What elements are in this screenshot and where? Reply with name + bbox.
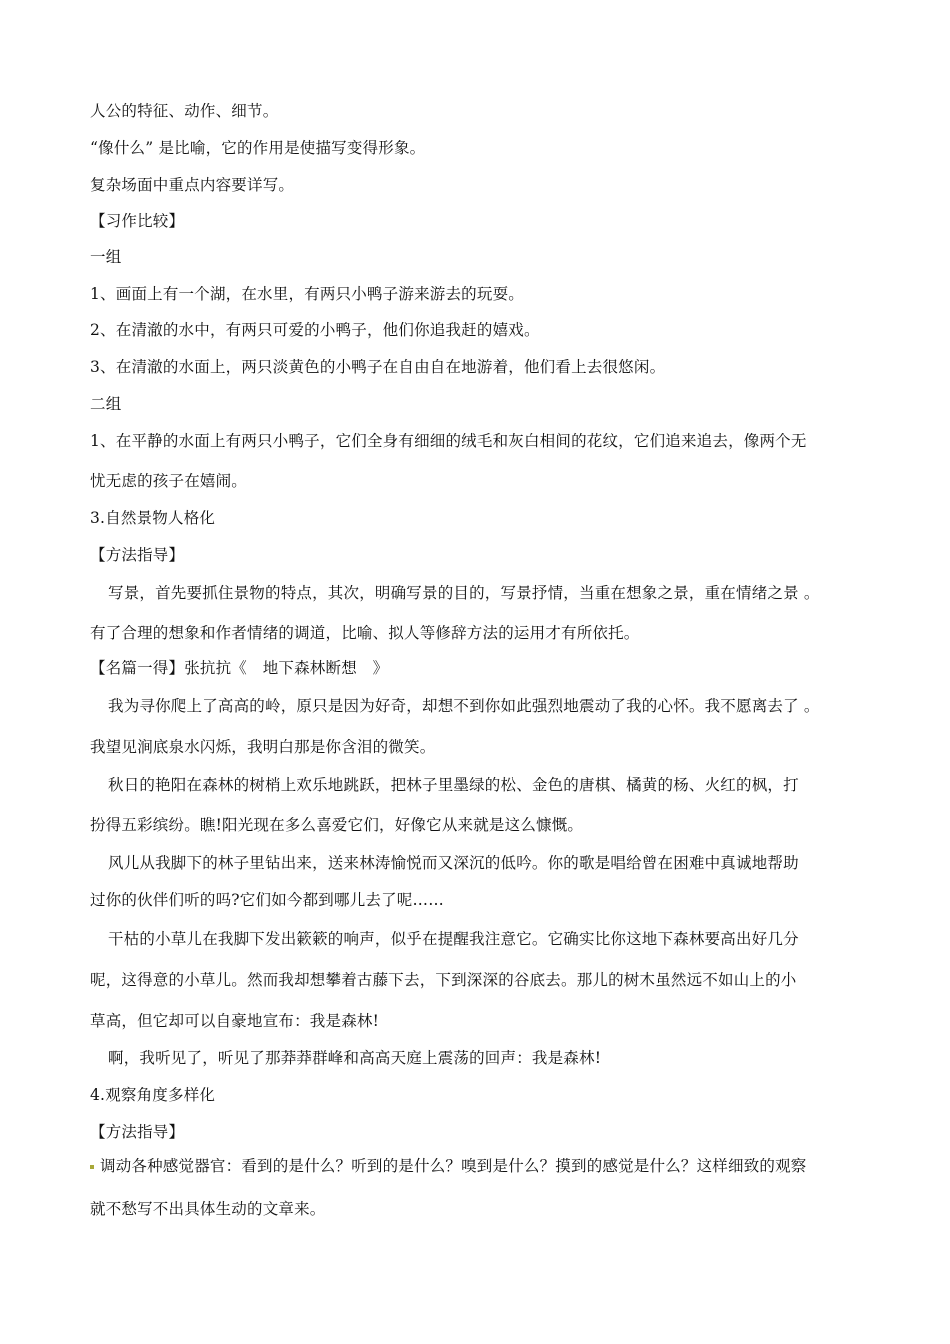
paragraph-line: 过你的伙伴们听的吗?它们如今都到哪儿去了呢……	[90, 891, 444, 909]
section-heading: 【方法指导】	[90, 1123, 185, 1141]
paragraph-line: 风儿从我脚下的林子里钻出来，送来林涛愉悦而又深沉的低吟。你的歌是唱给曾在困难中真诚地帮助	[108, 854, 799, 872]
paragraph-line: 写景，首先要抓住景物的特点，其次，明确写景的目的，写景抒情，当重在想象之景，重在情绪之景 。	[108, 584, 820, 602]
paragraph-line: 就不愁写不出具体生动的文章来。	[90, 1200, 326, 1218]
text-line: 复杂场面中重点内容要详写。	[90, 176, 295, 194]
group-label: 一组	[90, 248, 122, 266]
section-heading: 【方法指导】	[90, 546, 185, 564]
bullet-mark-icon	[90, 1165, 94, 1169]
text-line: “像什么” 是比喻，它的作用是使描写变得形象。	[90, 139, 426, 157]
paragraph-line: 扮得五彩缤纷。瞧!阳光现在多么喜爱它们，好像它从来就是这么慷慨。	[90, 816, 584, 834]
paragraph-line: 呢，这得意的小草儿。然而我却想攀着古藤下去，下到深深的谷底去。那儿的树木虽然远不如山上的小	[90, 971, 797, 989]
text-line: 1、画面上有一个湖，在水里，有两只小鸭子游来游去的玩耍。	[90, 285, 524, 303]
paragraph-line: 秋日的艳阳在森林的树梢上欢乐地跳跃，把林子里墨绿的松、金色的唐棋、橘黄的杨、火红的枫，打	[108, 776, 799, 794]
section-heading: 【习作比较】	[90, 212, 185, 230]
section-heading: 4.观察角度多样化	[90, 1086, 216, 1104]
text-line: 2、在清澈的水中，有两只可爱的小鸭子，他们你追我赶的嬉戏。	[90, 321, 540, 339]
paragraph-line: 我望见涧底泉水闪烁，我明白那是你含泪的微笑。	[90, 738, 436, 756]
text-line: 人公的特征、动作、细节。	[90, 102, 279, 120]
text-line: 1、在平静的水面上有两只小鸭子，它们全身有细细的绒毛和灰白相间的花纹，它们追来追去，像两个无	[90, 432, 807, 450]
paragraph-line: 我为寻你爬上了高高的岭，原只是因为好奇，却想不到你如此强烈地震动了我的心怀。我不愿离去了 。	[108, 697, 820, 715]
paragraph-line: 啊，我听见了，听见了那莽莽群峰和高高天庭上震荡的回声：我是森林!	[108, 1049, 602, 1067]
paragraph-line	[90, 1156, 807, 1176]
section-heading: 3.自然景物人格化	[90, 509, 216, 527]
paragraph-line: 有了合理的想象和作者情绪的调道，比喻、拟人等修辞方法的运用才有所依托。	[90, 624, 640, 642]
group-label: 二组	[90, 395, 122, 413]
text-line: 忧无虑的孩子在嬉闹。	[90, 472, 248, 490]
paragraph-text: 调动各种感觉器官：看到的是什么？听到的是什么？嗅到是什么？摸到的感觉是什么？这样细致的观察	[100, 1157, 807, 1175]
text-line: 3、在清澈的水面上，两只淡黄色的小鸭子在自由自在地游着，他们看上去很悠闲。	[90, 358, 666, 376]
section-heading: 【名篇一得】张抗抗《 地下森林断想 》	[90, 659, 389, 677]
paragraph-line: 草高，但它却可以自豪地宣布：我是森林!	[90, 1012, 380, 1030]
paragraph-line: 干枯的小草儿在我脚下发出簌簌的响声，似乎在提醒我注意它。它确实比你这地下森林要高出好几分	[108, 930, 799, 948]
